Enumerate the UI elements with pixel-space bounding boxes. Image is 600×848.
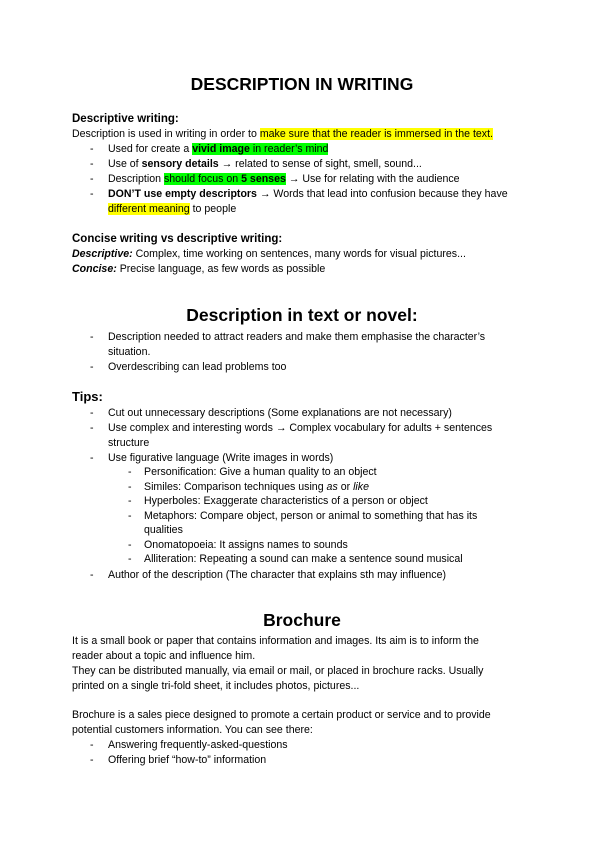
bullet-dash: - [90,739,94,751]
bullet-dash: - [128,481,132,493]
brochure-heading: Brochure [263,610,341,630]
list-item: Answering frequently-asked-questions [108,739,288,751]
list-item: DON’T use empty descriptors → Words that lead into confusion because they have [108,188,508,200]
descriptive-definition: Descriptive: Complex, time working on sentences, many words for visual pictures... [72,248,466,260]
list-item: Offering brief “how-to” information [108,754,267,766]
brochure-paragraph-line: It is a small book or paper that contains information and images. Its aim is to inform the [72,635,479,647]
descriptive-intro: Description is used in writing in order to make sure that the reader is immersed in the text. [72,128,493,140]
sub-list-item: Onomatopoeia: It assigns names to sounds [144,539,348,551]
list-item: Description needed to attract readers and make them emphasise the character’s [108,331,486,343]
bullet-dash: - [90,569,94,581]
list-item: Overdescribing can lead problems too [108,361,287,373]
sub-list-item: Personification: Give a human quality to an object [144,466,377,478]
sub-list-item: Metaphors: Compare object, person or animal to something that has its [144,510,478,522]
sub-list-item: Alliteration: Repeating a sound can make a sentence sound musical [144,553,463,565]
list-item: Author of the description (The character that explains sth may influence) [108,569,446,581]
list-item: Description should focus on 5 senses → Use for relating with the audience [108,173,460,185]
bullet-dash: - [128,466,132,478]
concise-definition: Concise: Precise language, as few words as possible [72,263,326,275]
bullet-dash: - [128,539,132,551]
bullet-dash: - [90,754,94,766]
bullet-dash: - [90,422,94,434]
novel-heading: Description in text or novel: [186,305,418,325]
bullet-dash: - [90,188,94,200]
list-item: Used for create a vivid image in reader’s mind [108,143,329,155]
list-item-continuation: different meaning to people [108,203,237,215]
bullet-dash: - [128,495,132,507]
list-item: Use of sensory details → related to sense of sight, smell, sound... [108,158,422,170]
concise-heading: Concise writing vs descriptive writing: [72,233,283,245]
brochure-paragraph-line: printed on a single tri-fold sheet, it includes photos, pictures... [72,680,360,692]
list-item: Cut out unnecessary descriptions (Some explanations are not necessary) [108,407,452,419]
bullet-dash: - [90,331,94,343]
list-item: Use figurative language (Write images in words) [108,452,334,464]
bullet-dash: - [128,510,132,522]
descriptive-heading: Descriptive writing: [72,113,179,125]
sub-list-item: Hyperboles: Exaggerate characteristics of a person or object [144,495,428,507]
list-item-continuation: situation. [108,346,151,358]
bullet-dash: - [90,361,94,373]
brochure-paragraph-line: reader about a topic and influence him. [72,650,256,662]
sub-list-item: Similes: Comparison techniques using as or like [144,481,369,493]
list-item: Use complex and interesting words → Complex vocabulary for adults + sentences [108,422,493,434]
bullet-dash: - [90,143,94,155]
bullet-dash: - [90,452,94,464]
page-title: DESCRIPTION IN WRITING [190,74,414,94]
tips-heading: Tips: [72,389,103,404]
sub-list-item-continuation: qualities [144,524,183,536]
brochure-paragraph-line: Brochure is a sales piece designed to promote a certain product or service and to provide [72,709,491,721]
bullet-dash: - [90,158,94,170]
list-item-continuation: structure [108,437,150,449]
bullet-dash: - [90,173,94,185]
bullet-dash: - [128,553,132,565]
brochure-paragraph-line: They can be distributed manually, via email or mail, or placed in brochure racks. Usually [72,665,484,677]
bullet-dash: - [90,407,94,419]
brochure-paragraph-line: potential customers information. You can see there: [72,724,313,736]
